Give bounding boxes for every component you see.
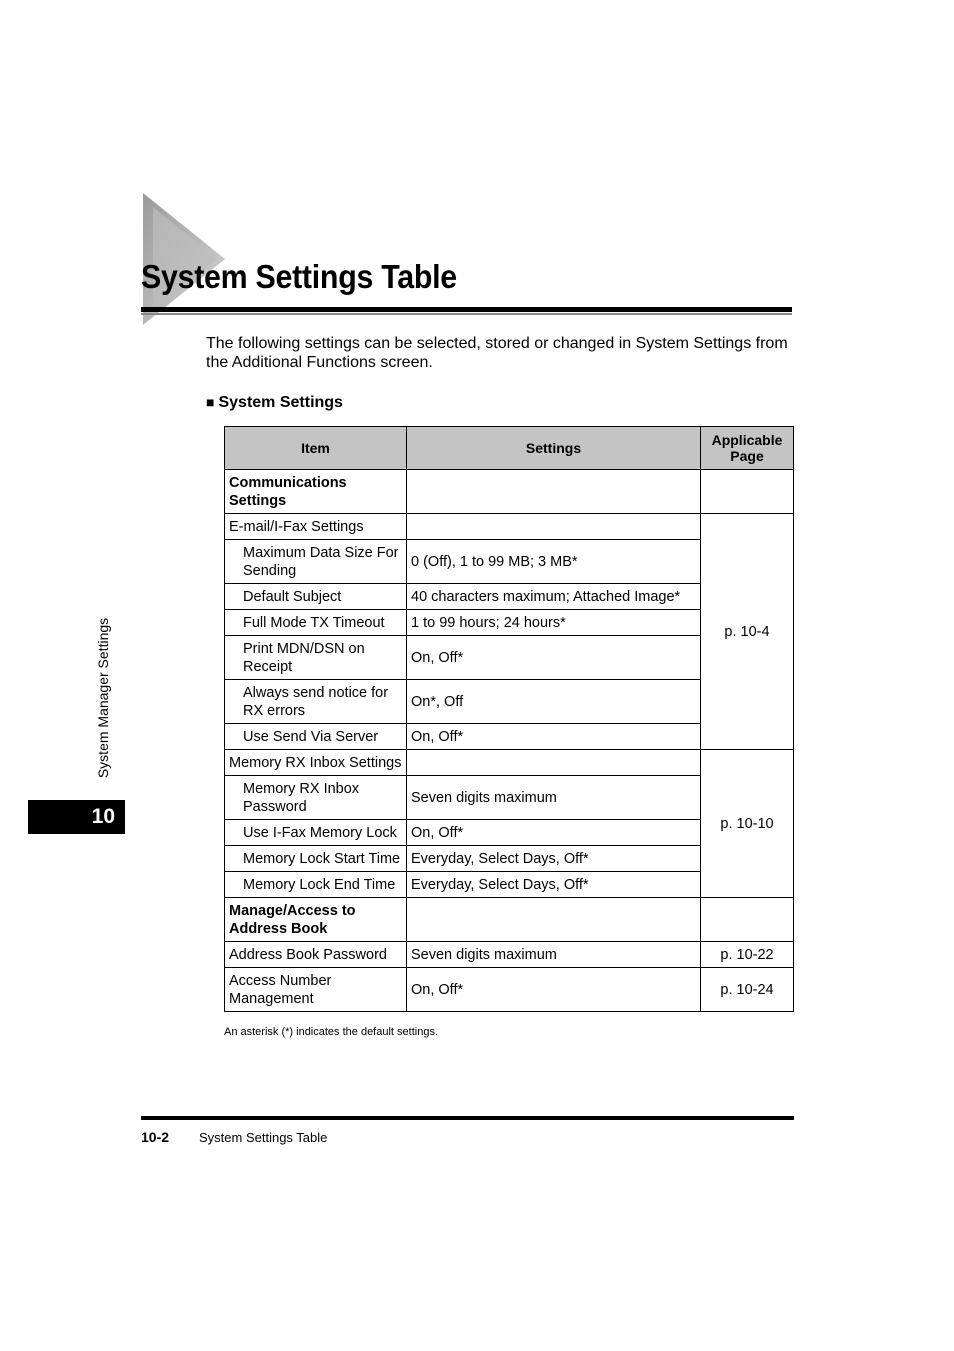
- footer-title: System Settings Table: [199, 1130, 328, 1145]
- settings-cell: Everyday, Select Days, Off*: [407, 846, 701, 872]
- settings-table: [224, 426, 794, 1012]
- table-header-row: [225, 427, 794, 470]
- settings-cell: 40 characters maximum; Attached Image*: [407, 584, 701, 610]
- table-row: [225, 470, 794, 514]
- column-header-settings: Settings: [407, 427, 701, 470]
- footer-page-number: 10-2: [141, 1129, 170, 1145]
- page-cell: [701, 470, 794, 514]
- settings-cell: On, Off*: [407, 636, 701, 680]
- page-title: System Settings Table: [141, 258, 457, 295]
- table-row: [225, 898, 794, 942]
- settings-cell: On, Off*: [407, 820, 701, 846]
- settings-cell: On, Off*: [407, 968, 701, 1012]
- item-cell: Memory Lock End Time: [225, 872, 407, 898]
- title-rule: [141, 307, 792, 312]
- table-row: [225, 750, 794, 776]
- footer-rule: [141, 1116, 794, 1120]
- item-cell: Always send notice for RX errors: [225, 680, 407, 724]
- item-cell: Use I-Fax Memory Lock: [225, 820, 407, 846]
- section-heading: [206, 394, 343, 412]
- settings-cell: [407, 898, 701, 942]
- settings-cell: [407, 514, 701, 540]
- table-row: [225, 514, 794, 540]
- item-cell: Manage/Access to Address Book: [225, 898, 407, 942]
- column-header-page: Applicable Page: [701, 427, 794, 470]
- settings-cell: Seven digits maximum: [407, 776, 701, 820]
- table-row: [225, 942, 794, 968]
- settings-cell: On*, Off: [407, 680, 701, 724]
- item-cell: Default Subject: [225, 584, 407, 610]
- column-header-item: Item: [225, 427, 407, 470]
- intro-paragraph: The following settings can be selected, stored or changed in System Settings from the Additional Functions screen.: [206, 335, 788, 371]
- section-heading-text: System Settings: [218, 394, 343, 411]
- page-cell: p. 10-10: [701, 750, 794, 898]
- item-cell: Memory RX Inbox Settings: [225, 750, 407, 776]
- page-cell: p. 10-4: [701, 514, 794, 750]
- table-row: [225, 968, 794, 1012]
- item-cell: E-mail/I-Fax Settings: [225, 514, 407, 540]
- side-tab-label: System Manager Settings: [95, 617, 111, 779]
- page-cell: p. 10-22: [701, 942, 794, 968]
- settings-cell: 0 (Off), 1 to 99 MB; 3 MB*: [407, 540, 701, 584]
- title-rule-shadow: [141, 313, 792, 315]
- settings-cell: Seven digits maximum: [407, 942, 701, 968]
- item-cell: Print MDN/DSN on Receipt: [225, 636, 407, 680]
- settings-cell: [407, 750, 701, 776]
- page-cell: p. 10-24: [701, 968, 794, 1012]
- square-bullet-icon: ■: [206, 394, 215, 410]
- settings-cell: Everyday, Select Days, Off*: [407, 872, 701, 898]
- settings-cell: [407, 470, 701, 514]
- item-cell: Maximum Data Size For Sending: [225, 540, 407, 584]
- item-cell: Full Mode TX Timeout: [225, 610, 407, 636]
- settings-cell: On, Off*: [407, 724, 701, 750]
- chapter-number-tab: 10: [28, 800, 125, 834]
- item-cell: Memory RX Inbox Password: [225, 776, 407, 820]
- page-cell: [701, 898, 794, 942]
- item-cell: Communications Settings: [225, 470, 407, 514]
- item-cell: Address Book Password: [225, 942, 407, 968]
- item-cell: Access Number Management: [225, 968, 407, 1012]
- item-cell: Use Send Via Server: [225, 724, 407, 750]
- table-footnote: An asterisk (*) indicates the default settings.: [224, 1026, 438, 1038]
- settings-cell: 1 to 99 hours; 24 hours*: [407, 610, 701, 636]
- item-cell: Memory Lock Start Time: [225, 846, 407, 872]
